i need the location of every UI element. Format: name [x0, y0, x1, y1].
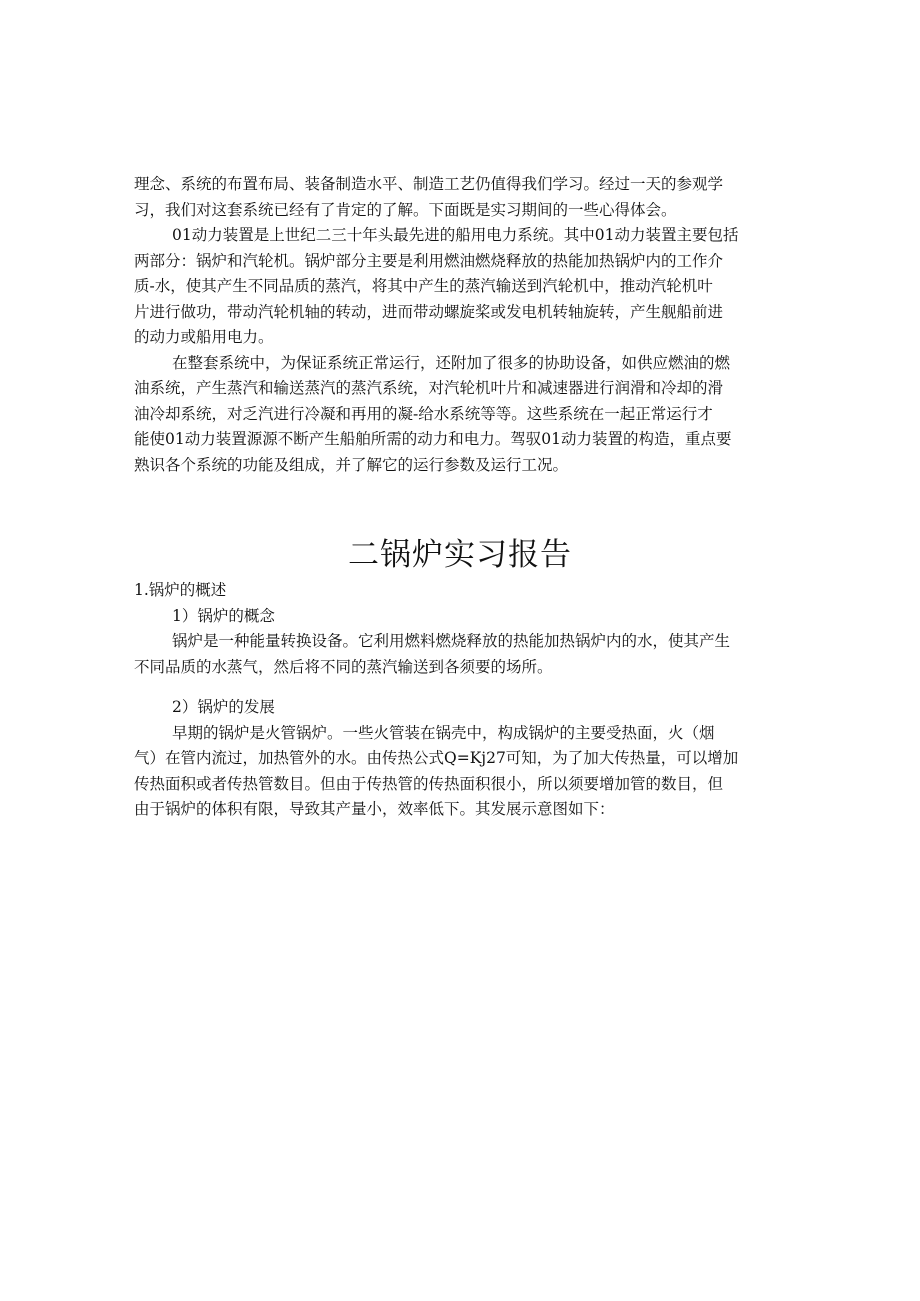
intro-line: 理念、系统的布置布局、装备制造水平、制造工艺仍值得我们学习。经过一天的参观学 [134, 175, 724, 193]
intro-line: 习，我们对这套系统已经有了肯定的了解。下面既是实习期间的一些心得体会。 [134, 200, 677, 219]
intro-text [134, 172, 786, 478]
para3-line: 能使01动力装置源源不断产生船舶所需的动力和电力。驾驭01动力装置的构造，重点要 [134, 430, 732, 448]
para2-line: 01动力装置是上世纪二三十年头最先进的船用电力系统。其中01动力装置主要包括 [172, 226, 739, 244]
spacer [134, 680, 786, 695]
section-body [134, 578, 786, 823]
concept-line: 锅炉是一种能量转换设备。它利用燃料燃烧释放的热能加热锅炉内的水，使其产生 [172, 632, 731, 650]
para2-line: 片进行做功，带动汽轮机轴的转动，进而带动螺旋桨或发电机转轴旋转，产生舰船前进 [134, 302, 724, 321]
para3-line: 油系统，产生蒸汽和输送蒸汽的蒸汽系统，对汽轮机叶片和减速器进行润滑和冷却的滑 [134, 379, 724, 397]
para2-line: 两部分：锅炉和汽轮机。锅炉部分主要是利用燃油燃烧释放的热能加热锅炉内的工作介 [134, 251, 724, 270]
development-line: 由于锅炉的体积有限，导致其产量小，效率低下。其发展示意图如下： [134, 800, 615, 818]
development-line: 气）在管内流过，加热管外的水。由传热公式Q=Kj27可知，为了加大传热量，可以增加 [134, 749, 739, 767]
concept-line: 不同品质的水蒸气，然后将不同的蒸汽输送到各须要的场所。 [134, 657, 553, 676]
section-title: 二锅炉实习报告 [348, 537, 572, 573]
para3-line: 在整套系统中，为保证系统正常运行，还附加了很多的协助设备，如供应燃油的燃 [172, 353, 731, 372]
para3-line: 油冷却系统，对乏汽进行冷凝和再用的凝-给水系统等等。这些系统在一起正常运行才 [134, 404, 713, 423]
para2-line: 质-水，使其产生不同品质的蒸汽，将其中产生的蒸汽输送到汽轮机中，推动汽轮机叶 [134, 277, 713, 295]
development-line: 早期的锅炉是火管锅炉。一些火管装在锅壳中，构成锅炉的主要受热面，火（烟 [172, 723, 715, 742]
para3-line: 熟识各个系统的功能及组成，并了解它的运行参数及运行工况。 [134, 455, 569, 474]
development-line: 传热面积或者传热管数目。但由于传热管的传热面积很小，所以须要增加管的数目，但 [134, 774, 724, 793]
subheading-boiler-concept: 1）锅炉的概念 [172, 606, 275, 625]
subheading-boiler-development: 2）锅炉的发展 [172, 698, 275, 716]
para2-line: 的动力或船用电力。 [134, 328, 274, 346]
heading-boiler-overview: 1.锅炉的概述 [134, 581, 227, 599]
